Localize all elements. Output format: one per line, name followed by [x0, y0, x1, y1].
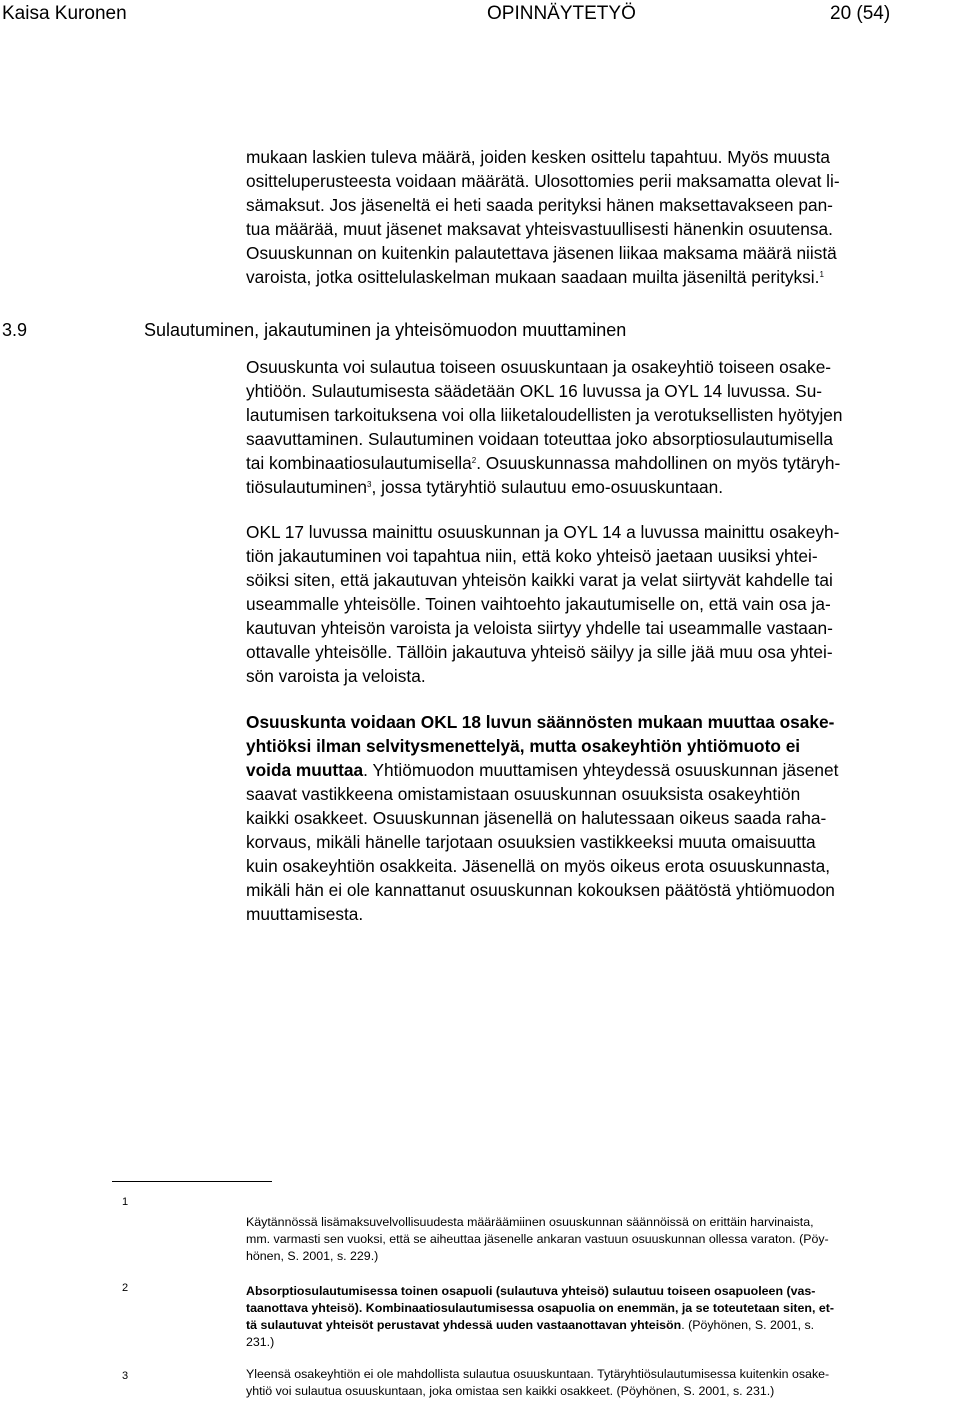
- text-line: tiön jakautuminen voi tapahtua niin, että koko yhteisö jaetaan uusiksi yhtei-: [246, 546, 818, 566]
- text-line: korvaus, mikäli hänelle tarjotaan osuuksien vastikkeeksi muuta omaisuutta: [246, 832, 816, 852]
- footnote-separator: [112, 1181, 272, 1182]
- footnote-number: 1: [122, 1196, 129, 1208]
- footnote-line: Käytännössä lisämaksuvelvollisuudesta määräämiinen osuuskunnan säännöissä on erittäin harvinaista,: [246, 1215, 814, 1229]
- footnote-line: mm. varmasti sen vuoksi, että se aiheuttaa jäsenelle ankaran vastuun osuuskunnan ollessa varaton. (Pöy-: [246, 1232, 829, 1246]
- header-page-number: 20 (54): [830, 3, 891, 24]
- text-line: saavuttaminen. Sulautuminen voidaan toteuttaa joko absorptiosulautumisella: [246, 429, 833, 449]
- text-line-bold: Osuuskunta voidaan OKL 18 luvun säännösten mukaan muuttaa osake-: [246, 712, 835, 732]
- text-line: yhtiöön. Sulautumisesta säädetään OKL 16 luvussa ja OYL 14 luvussa. Su-: [246, 381, 823, 401]
- intro-paragraph: [246, 147, 956, 307]
- section-number: 3.9: [2, 320, 28, 340]
- text-line: sämaksut. Jos jäseneltä ei heti saada perityksi hänen maksettavakseen pan-: [246, 195, 833, 215]
- text-line: muuttamisesta.: [246, 904, 364, 924]
- text-fragment: tai kombinaatiosulautumisella: [246, 453, 472, 473]
- text-line: saavat vastikkeena omistamistaan osuuskunnan osuuksista osakeyhtiön: [246, 784, 801, 804]
- text-fragment: . Osuuskunnassa mahdollinen on myös tytäryh-: [476, 453, 841, 473]
- text-line-with-ref: [246, 477, 723, 498]
- section-title: Sulautuminen, jakautuminen ja yhteisömuodon muuttaminen: [144, 320, 627, 340]
- footnote-ref: 2: [471, 456, 477, 465]
- text-line: ottavalle yhteisölle. Tällöin jakautuva yhteisö säilyy ja sille jää muu osa yhtei-: [246, 642, 833, 662]
- footnote-line: hönen, S. 2001, s. 229.): [246, 1249, 379, 1263]
- text-line: varoista, jotka osittelulaskelman mukaan saadaan muilta jäseniltä perityksi.: [246, 267, 820, 287]
- footnote-line: 231.): [246, 1335, 275, 1349]
- text-line-with-ref: [246, 267, 824, 288]
- text-line: mikäli hän ei ole kannattanut osuuskunnan kokouksen päätöstä yhtiömuodon: [246, 880, 835, 900]
- text-line-mixed: [246, 760, 838, 781]
- footnote-line: yhtiö voi sulautua osuuskuntaan, joka omistaa sen kaikki osakkeet. (Pöyhönen, S. 2001, s. 231.): [246, 1384, 775, 1398]
- text-line: Osuuskunnan on kuitenkin palautettava jäsenen liikaa maksama määrä niistä: [246, 243, 837, 263]
- text-line: tua määrää, muut jäsenet maksavat yhteisvastuullisesti hänenkin osuutensa.: [246, 219, 833, 239]
- footnote-number: 3: [122, 1370, 129, 1382]
- footnote-line-mixed: [246, 1318, 814, 1332]
- footnote-3: [246, 1367, 958, 1403]
- text-fragment: . Yhtiömuodon muuttamisen yhteydessä osuuskunnan jäsenet: [363, 760, 839, 780]
- footnote-ref: 1: [819, 270, 824, 279]
- footnote-1: [246, 1215, 958, 1271]
- text-line: useammalle yhteisölle. Toinen vaihtoehto jakautumiselle on, että vain osa ja-: [246, 594, 831, 614]
- text-line-bold: yhtiöksi ilman selvitysmenettelyä, mutta osakeyhtiön yhtiömuoto ei: [246, 736, 801, 756]
- text-line: Osuuskunta voi sulautua toiseen osuuskuntaan ja osakeyhtiö toiseen osake-: [246, 357, 832, 377]
- text-line-with-ref: [246, 453, 840, 474]
- paragraph-merger: [246, 357, 958, 502]
- text-fragment: . (Pöyhönen, S. 2001, s.: [681, 1318, 815, 1332]
- text-line: kaikki osakkeet. Osuuskunnan jäsenellä on halutessaan oikeus saada raha-: [246, 808, 827, 828]
- text-line: OKL 17 luvussa mainittu osuuskunnan ja OYL 14 a luvussa mainittu osakeyh-: [246, 522, 840, 542]
- footnote-number: 2: [122, 1282, 129, 1294]
- text-fragment: , jossa tytäryhtiö sulautuu emo-osuuskuntaan.: [371, 477, 724, 497]
- text-fragment: tiösulautuminen: [246, 477, 368, 497]
- paragraph-division: [246, 522, 958, 692]
- text-line: ositteluperusteesta voidaan määrätä. Ulosottomies perii maksamatta olevat li-: [246, 171, 840, 191]
- footnote-line: Yleensä osakeyhtiön ei ole mahdollista sulautua osuuskuntaan. Tytäryhtiösulautumisessa kuitenkin osake-: [246, 1367, 830, 1381]
- footnote-ref: 3: [367, 480, 372, 489]
- text-fragment-bold: voida muuttaa: [246, 760, 364, 780]
- text-line: mukaan laskien tuleva määrä, joiden kesken osittelu tapahtuu. Myös muusta: [246, 147, 831, 167]
- footnote-line-bold: taanottava yhteisö). Kombinaatiosulautumisessa osapuolia on enemmän, ja se toteutetaan siten, et-: [246, 1301, 835, 1315]
- text-line: kuin osakeyhtiön osakkeita. Jäsenellä on myös oikeus erota osuuskunnasta,: [246, 856, 831, 876]
- paragraph-conversion: [246, 712, 958, 932]
- section-heading: [2, 320, 627, 341]
- text-line: lautumisen tarkoituksena voi olla liiketaloudellisten ja verotuksellisten hyötyjen: [246, 405, 843, 425]
- footnote-2: [246, 1284, 958, 1356]
- header-title: OPINNÄYTETYÖ: [487, 3, 636, 24]
- text-line: söiksi siten, että jakautuvan yhteisön kaikki varat ja velat siirtyvät kahdelle tai: [246, 570, 833, 590]
- header-author: Kaisa Kuronen: [2, 3, 127, 24]
- text-fragment-bold: tä sulautuvat yhteisöt perustavat yhdessä uuden vastaanottavan yhteisön: [246, 1318, 682, 1332]
- text-line: kautuvan yhteisön varoista ja veloista siirtyy yhdelle tai useammalle vastaan-: [246, 618, 833, 638]
- text-line: sön varoista ja veloista.: [246, 666, 426, 686]
- footnote-line-bold: Absorptiosulautumisessa toinen osapuoli (sulautuva yhteisö) sulautuu toiseen osapuoleen (vas-: [246, 1284, 816, 1298]
